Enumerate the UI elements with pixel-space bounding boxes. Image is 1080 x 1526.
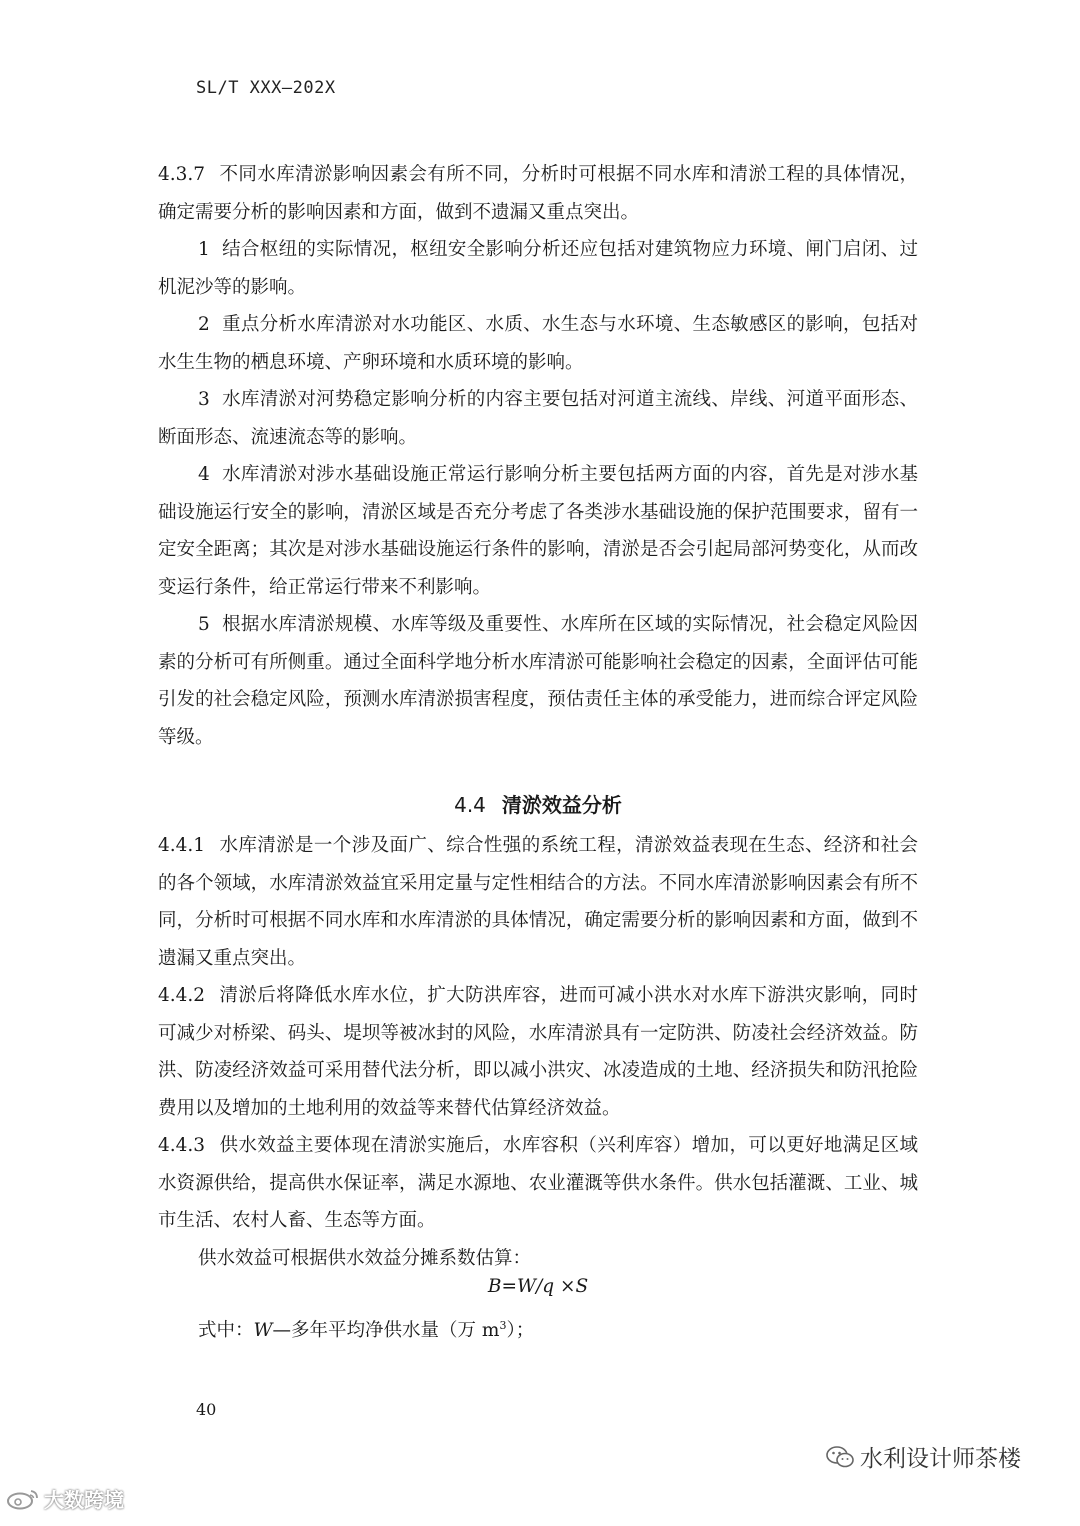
list-item (158, 306, 918, 381)
item-number: 4 (198, 464, 210, 485)
list-item (158, 456, 918, 606)
clause-4-3-7 (158, 156, 918, 231)
weibo-watermark (6, 1484, 124, 1513)
weibo-account-name: 大数跨境 (44, 1488, 124, 1512)
wechat-watermark (826, 1440, 1021, 1473)
list-item (158, 381, 918, 456)
item-number: 3 (198, 389, 210, 410)
where-suffix: ）； (506, 1320, 535, 1341)
item-text: 结合枢纽的实际情况，枢纽安全影响分析还应包括对建筑物应力环境、闸门启闭、过机泥沙等的影响。 (158, 239, 918, 298)
weibo-icon (6, 1488, 40, 1510)
where-prefix: 式中： (198, 1320, 254, 1341)
item-text: 重点分析水库清淤对水功能区、水质、水生态与水环境、生态敏感区的影响，包括对水生生物的栖息环境、产卵环境和水质环境的影响。 (158, 314, 918, 373)
section-title-text: 清淤效益分析 (501, 793, 622, 817)
clause-text: 供水效益主要体现在清淤实施后，水库容积（兴利库容）增加，可以更好地满足区域水资源供给，提高供水保证率，满足水源地、农业灌溉等供水条件。供水包括灌溉、工业、城市生活、农村人畜、生态等方面。 (158, 1135, 918, 1231)
clause-text: 清淤后将降低水库水位，扩大防洪库容，进而可减小洪水对水库下游洪灾影响，同时可减少对桥梁、码头、堤坝等被冰封的风险，水库清淤具有一定防洪、防凌社会经济效益。防洪、防凌经济效益可采用替代法分析，即以减小洪灾、冰凌造成的土地、经济损失和防汛抢险费用以及增加的土地利用的效益等来替代估算经济效益。 (158, 985, 918, 1119)
page-number: 40 (196, 1400, 217, 1419)
section-4-4-body (158, 827, 918, 1277)
where-variable: W (253, 1320, 273, 1341)
where-text: —多年平均净供水量（万 m (272, 1320, 500, 1341)
wechat-account-name: 水利设计师茶楼 (860, 1446, 1021, 1472)
clause-number: 4.4.2 (158, 985, 206, 1006)
standard-code-header: SL/T XXX—202X (196, 78, 336, 98)
section-4-3-7 (158, 156, 918, 756)
clause-4-4-3 (158, 1127, 918, 1240)
clause-4-4-1 (158, 827, 918, 977)
estimate-intro: 供水效益可根据供水效益分摊系数估算： (198, 1247, 532, 1269)
formula-definition (198, 1316, 534, 1342)
item-text: 水库清淤对涉水基础设施正常运行影响分析主要包括两方面的内容，首先是对涉水基础设施运行安全的影响，清淤区域是否充分考虑了各类涉水基础设施的保护范围要求，留有一定安全距离；其次是对涉水基础设施运行条件的影响，清淤是否会引起局部河势变化，从而改变运行条件，给正常运行带来不利影响。 (158, 464, 918, 598)
wechat-icon (826, 1445, 854, 1469)
item-number: 1 (198, 239, 210, 260)
section-number: 4.4 (454, 793, 486, 817)
where-superscript: 3 (499, 1318, 507, 1332)
item-number: 2 (198, 314, 210, 335)
item-text: 根据水库清淤规模、水库等级及重要性、水库所在区域的实际情况，社会稳定风险因素的分析可有所侧重。通过全面科学地分析水库清淤可能影响社会稳定的因素，全面评估可能引发的社会稳定风险，预测水库清淤损害程度，预估责任主体的承受能力，进而综合评定风险等级。 (158, 614, 918, 748)
item-number: 5 (198, 614, 210, 635)
clause-text: 水库清淤是一个涉及面广、综合性强的系统工程，清淤效益表现在生态、经济和社会的各个领域，水库清淤效益宜采用定量与定性相结合的方法。不同水库清淤影响因素会有所不同，分析时可根据不同水库和水库清淤的具体情况，确定需要分析的影响因素和方面，做到不遗漏又重点突出。 (158, 835, 918, 969)
clause-number: 4.4.3 (158, 1135, 206, 1156)
clause-number: 4.3.7 (158, 164, 206, 185)
list-item (158, 606, 918, 756)
section-title-4-4 (158, 790, 918, 820)
item-text: 水库清淤对河势稳定影响分析的内容主要包括对河道主流线、岸线、河道平面形态、断面形态、流速流态等的影响。 (158, 389, 918, 448)
clause-text: 不同水库清淤影响因素会有所不同，分析时可根据不同水库和清淤工程的具体情况，确定需要分析的影响因素和方面，做到不遗漏又重点突出。 (158, 164, 918, 223)
clause-4-4-2 (158, 977, 918, 1127)
clause-number: 4.4.1 (158, 835, 206, 856)
benefit-formula: B=W/q ×S (487, 1276, 589, 1297)
list-item (158, 231, 918, 306)
